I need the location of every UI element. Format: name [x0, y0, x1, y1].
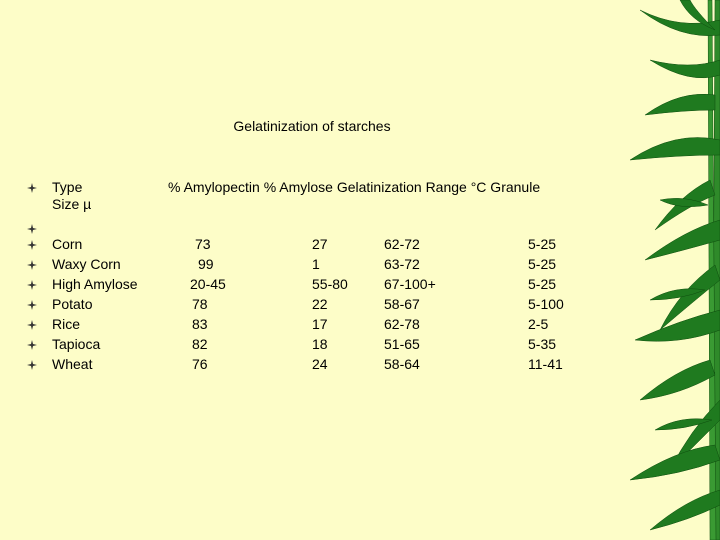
star-bullet-icon [27, 260, 37, 270]
star-bullet-icon [27, 240, 37, 250]
star-bullet-icon [27, 320, 37, 330]
table-cell-amylose: 18 [312, 336, 328, 352]
star-bullet-icon [27, 340, 37, 350]
table-cell-amylopectin: 76 [192, 356, 208, 372]
table-cell-type: Wheat [52, 356, 93, 372]
star-bullet-icon [27, 183, 37, 193]
star-bullet-icon [27, 360, 37, 370]
table-cell-granule: 5-25 [528, 276, 557, 292]
table-cell-amylopectin: 99 [198, 256, 214, 272]
table-cell-granule: 11-41 [528, 356, 563, 372]
table-cell-amylopectin: 82 [192, 336, 208, 352]
table-cell-granule: 5-25 [528, 256, 557, 272]
table-cell-range: 51-65 [384, 336, 420, 352]
table-cell-range: 62-78 [384, 316, 420, 332]
table-cell-granule: 2-5 [528, 316, 549, 332]
table-cell-type: High Amylose [52, 276, 138, 292]
table-cell-granule: 5-100 [528, 296, 564, 312]
header-size-label: Size µ [52, 196, 92, 212]
star-bullet-icon [27, 300, 37, 310]
table-cell-type: Potato [52, 296, 93, 312]
star-bullet-icon [27, 280, 37, 290]
star-bullet-icon [27, 224, 37, 234]
table-cell-amylose: 55-80 [312, 276, 348, 292]
table-cell-amylopectin: 20-45 [190, 276, 226, 292]
bamboo-leaves-icon [620, 0, 720, 540]
table-cell-granule: 5-25 [528, 236, 557, 252]
table-cell-amylopectin: 83 [192, 316, 208, 332]
table-cell-amylose: 24 [312, 356, 328, 372]
table-cell-amylose: 27 [312, 236, 328, 252]
header-columns: % Amylopectin % Amylose Gelatinization Range °C Granule [168, 179, 541, 195]
table-cell-range: 63-72 [384, 256, 420, 272]
table-cell-range: 58-64 [384, 356, 420, 372]
table-cell-type: Waxy Corn [52, 256, 121, 272]
table-cell-amylopectin: 73 [195, 236, 211, 252]
header-type-label: Type [52, 179, 83, 195]
table-cell-amylose: 17 [312, 316, 328, 332]
table-cell-amylopectin: 78 [192, 296, 208, 312]
table-cell-type: Tapioca [52, 336, 101, 352]
table-cell-amylose: 1 [312, 256, 320, 272]
table-cell-amylose: 22 [312, 296, 328, 312]
table-cell-range: 67-100+ [384, 276, 436, 292]
table-cell-range: 62-72 [384, 236, 420, 252]
table-cell-type: Rice [52, 316, 81, 332]
table-cell-range: 58-67 [384, 296, 420, 312]
slide-title: Gelatinization of starches [233, 118, 391, 134]
table-cell-granule: 5-35 [528, 336, 557, 352]
table-cell-type: Corn [52, 236, 83, 252]
